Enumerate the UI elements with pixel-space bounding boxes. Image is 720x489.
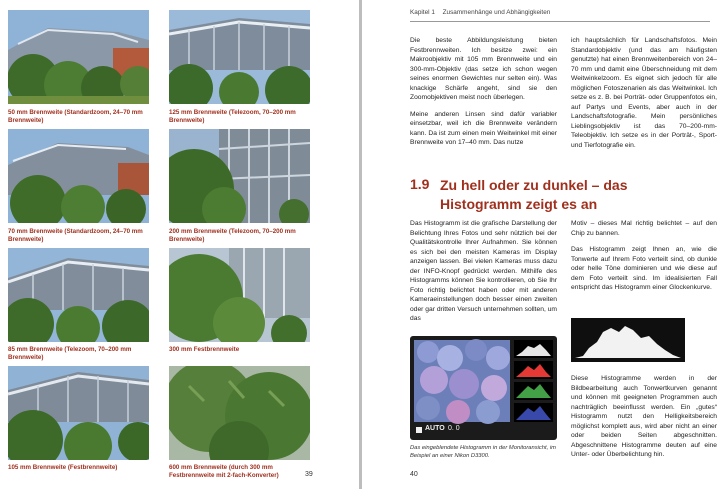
section-title: Zu hell oder zu dunkel – das Histogramm zeigt es an bbox=[440, 177, 628, 212]
caption-125mm: 125 mm Brennweite (Telezoom, 70–200 mm Brennweite) bbox=[169, 109, 296, 125]
paragraph: ich hauptsächlich für Landschaftsfotos. Mein Standardobjektiv (und das am häufigsten genutzte) hat einen Brennweitenbereich von 24–70 mm und damit eine Überschneidung mit dem Weitwinkelzoom. Es eignet sich jedoch für alle möglichen Fotoszenarien als das Weitwinkel. Ich setze es z. B. bei Porträt- oder Gruppenfotos ein, auf Partys und Events, aber auch in der Landschaftsfotografie. Mein persönliches Lieblingsobjektiv ist das 70–200-mm-Teleobjektiv. Ich setze es in der Porträt-, Sport- und Tierfotografie ein. bbox=[571, 37, 717, 149]
page-number-right: 40 bbox=[410, 471, 418, 478]
photo-50mm bbox=[8, 10, 149, 104]
paragraph: Meine anderen Linsen sind dafür variabler einsetzbar, weil ich die Brennweite verändern kann. Da ist zum einen mein Weitwinkel mit einer Brennweite von 17–40 mm. Das nutze bbox=[410, 110, 557, 147]
paragraph: Das Histogramm zeigt Ihnen an, wie die Tonwerte auf Ihrem Foto verteilt sind, ob dunkle oder helle Töne dominieren und wie diese auf dem Foto verteilt sind. Im idealisierten Fall entspricht das Histogramm einer Glockenkurve. bbox=[571, 246, 717, 292]
column-2-bottom bbox=[571, 374, 717, 467]
column-2-lower bbox=[571, 219, 717, 300]
camera-ev-value: 0. 0 bbox=[448, 425, 460, 432]
running-head bbox=[410, 9, 550, 16]
header-rule bbox=[410, 21, 710, 22]
running-head-title: Zusammenhänge und Abhängigkeiten bbox=[442, 9, 551, 16]
right-page bbox=[362, 0, 720, 489]
caption-600mm: 600 mm Brennweite (durch 300 mm Festbrennweite mit 2-fach-Konverter) bbox=[169, 464, 279, 480]
photo-200mm bbox=[169, 129, 310, 223]
caption-70mm: 70 mm Brennweite (Standardzoom, 24–70 mm Brennweite) bbox=[8, 228, 143, 244]
caption-85mm: 85 mm Brennweite (Telezoom, 70–200 mm Brennweite) bbox=[8, 346, 132, 362]
photo-300mm bbox=[169, 248, 310, 342]
photo-105mm bbox=[8, 366, 149, 460]
column-1-lower bbox=[410, 219, 557, 331]
caption-50mm: 50 mm Brennweite (Standardzoom, 24–70 mm Brennweite) bbox=[8, 109, 143, 125]
page-number-left: 39 bbox=[305, 471, 313, 478]
left-page bbox=[0, 0, 359, 489]
photo-85mm bbox=[8, 248, 149, 342]
paragraph: Das Histogramm ist die grafische Darstellung der Belichtung Ihres Fotos und sehr nützlich bei der Qualitätskontrolle Ihrer Aufnahmen. Sie können es sich bei den meisten Kameras im Display anzeigen lassen. Bei vielen Kameras muss dazu der INFO-Knopf gedrückt werden. Mithilfe des Histogramms können Sie kontrollieren, ob Sie Ihr Foto richtig belichtet haben oder mit anderen Kameraeinstellungen doch besser einen zweiten oder gar dritten Versuch unternehmen sollten, um das bbox=[410, 220, 557, 323]
photo-125mm bbox=[169, 10, 310, 104]
histogram-figure bbox=[571, 318, 685, 362]
caption-200mm: 200 mm Brennweite (Telezoom, 70–200 mm Brennweite) bbox=[169, 228, 296, 244]
paragraph: Diese Histogramme werden in der Bildbearbeitung auch Tonwertkurven genannt und können mit geeigneten Programmen auch nachträglich beeinflusst werden. Ein „gutes“ Histogramm nutzt den Helligkeitsbereich möglichst komplett aus, wird aber nicht an einer oder beiden Seiten abgeschnitten. Abgeschnittene Histogramme deuten auf eine Unter- oder Überbelichtung hin. bbox=[571, 375, 717, 459]
camera-monitor-figure bbox=[410, 336, 557, 440]
paragraph: Motiv – dieses Mal richtig belichtet – auf den Chip zu bannen. bbox=[571, 220, 717, 237]
paragraph: Die beste Abbildungsleistung bieten Festbrennweiten. Ich besitze zwei: ein Makroobjektiv mit 105 mm Brennweite und ein 300-mm-Objektiv (das setze ich schon wegen seines enormen Gewichtes nur selten ein). Was knackige Schärfe angeht, sind sie den Zoomobjektiven meist noch überlegen. bbox=[410, 37, 557, 102]
caption-300mm: 300 mm Festbrennweite bbox=[169, 346, 240, 353]
column-2-upper bbox=[571, 36, 717, 157]
caption-105mm: 105 mm Brennweite (Festbrennweite) bbox=[8, 464, 118, 471]
camera-mode-label: AUTO bbox=[425, 425, 445, 432]
photo-600mm bbox=[169, 366, 310, 460]
section-number: 1.9 bbox=[410, 176, 430, 192]
column-1-upper bbox=[410, 36, 557, 155]
figure-caption: Das eingeblendete Histogramm in der Monitoransicht, im Beispiel an einer Nikon D3300. bbox=[410, 445, 556, 459]
photo-70mm bbox=[8, 129, 149, 223]
running-head-chapter: Kapitel 1 bbox=[410, 9, 435, 16]
